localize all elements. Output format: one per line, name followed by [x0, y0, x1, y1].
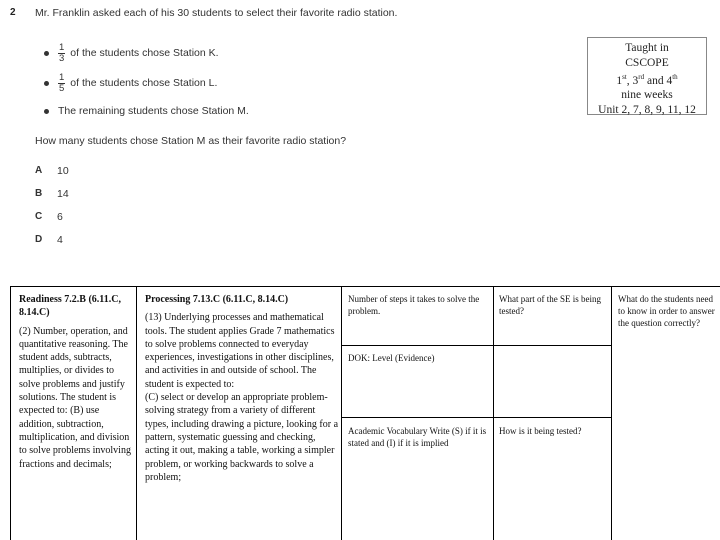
bullet-dot-icon — [44, 51, 49, 56]
bullet-dot-icon — [44, 109, 49, 114]
bullet-text: The remaining students chose Station M. — [58, 105, 249, 117]
bullet-dot-icon — [44, 81, 49, 86]
steps-cell: Number of steps it takes to solve the problem. — [348, 294, 480, 316]
taught-nine-weeks: nine weeks — [621, 89, 673, 102]
taught-weeks-line: 1st, 3rd and 4th — [616, 73, 678, 87]
choice-letter: C — [35, 211, 43, 222]
table-divider — [341, 345, 611, 346]
fraction-numerator: 1 — [59, 71, 65, 83]
bullet-text: of the students chose Station K. — [70, 47, 219, 59]
question-number: 2 — [10, 7, 16, 18]
taught-in-box — [587, 37, 707, 115]
table-divider — [493, 287, 494, 540]
choice-letter: B — [35, 188, 43, 199]
processing-part-c: (C) select or develop an appropriate problem-solving strategy from a variety of different types, including drawing a picture, looking for a pattern, systematic guessing and checking, acting it out, making a table, working a simpler problem, or working backwards to solve a problem; — [145, 392, 339, 483]
bullet-text: of the students chose Station L. — [70, 77, 218, 89]
choice-letter: D — [35, 234, 43, 245]
analysis-table — [10, 286, 720, 540]
choice-value: 4 — [57, 233, 63, 246]
bullet-list — [44, 38, 404, 124]
readiness-body: (2) Number, operation, and quantitative reasoning. The student adds, subtracts, multiplies, or divides to solve problems and justify solutions. The student is expected to: (B) use addition, subtraction, multiplication, and division to solve problems involving fractions and decimals; — [19, 325, 131, 470]
vocabulary-cell: Academic Vocabulary Write (S) if it is stated and (I) if it is implied — [348, 426, 487, 448]
taught-units: Unit 2, 7, 8, 9, 11, 12 — [598, 103, 696, 116]
question-text: Mr. Franklin asked each of his 30 students to select their favorite radio station. — [35, 7, 398, 19]
fraction-numerator: 1 — [59, 41, 65, 53]
choice-c[interactable] — [35, 205, 69, 228]
fraction-denominator: 5 — [59, 82, 65, 94]
choice-value: 14 — [57, 187, 69, 200]
readiness-cell — [19, 293, 135, 471]
choice-a[interactable] — [35, 159, 69, 182]
table-divider — [341, 287, 342, 540]
fraction-one-third — [58, 43, 65, 64]
processing-title: Processing 7.13.C (6.11.C, 8.14.C) — [145, 294, 289, 305]
choice-d[interactable] — [35, 228, 69, 251]
dok-cell: DOK: Level (Evidence) — [348, 353, 435, 363]
taught-line: Taught in — [625, 42, 669, 54]
how-tested-cell: How is it being tested? — [499, 426, 582, 436]
question-prompt: How many students chose Station M as their favorite radio station? — [35, 135, 347, 147]
taught-curriculum: CSCOPE — [625, 56, 669, 69]
processing-body: (13) Underlying processes and mathematical tools. The student applies Grade 7 mathematics to solve problems connected to everyday experiences, investigations in other disciplines, and activities in and outside of school. The student is expected to: — [145, 312, 335, 390]
answer-choices — [35, 159, 69, 251]
choice-value: 10 — [57, 164, 69, 177]
table-divider — [341, 417, 611, 418]
choice-value: 6 — [57, 210, 63, 223]
bullet-station-m — [44, 98, 404, 124]
bullet-station-l — [44, 68, 404, 98]
table-divider — [611, 287, 612, 540]
fraction-one-fifth — [58, 73, 65, 94]
processing-cell — [145, 293, 339, 484]
bullet-station-k — [44, 38, 404, 68]
students-need-cell: What do the students need to know in order to answer the question correctly? — [618, 294, 715, 328]
fraction-denominator: 3 — [59, 52, 65, 64]
se-part-cell: What part of the SE is being tested? — [499, 294, 601, 316]
choice-b[interactable] — [35, 182, 69, 205]
readiness-title: Readiness 7.2.B (6.11.C, 8.14.C) — [19, 294, 121, 319]
table-divider — [136, 287, 137, 540]
choice-letter: A — [35, 165, 43, 176]
